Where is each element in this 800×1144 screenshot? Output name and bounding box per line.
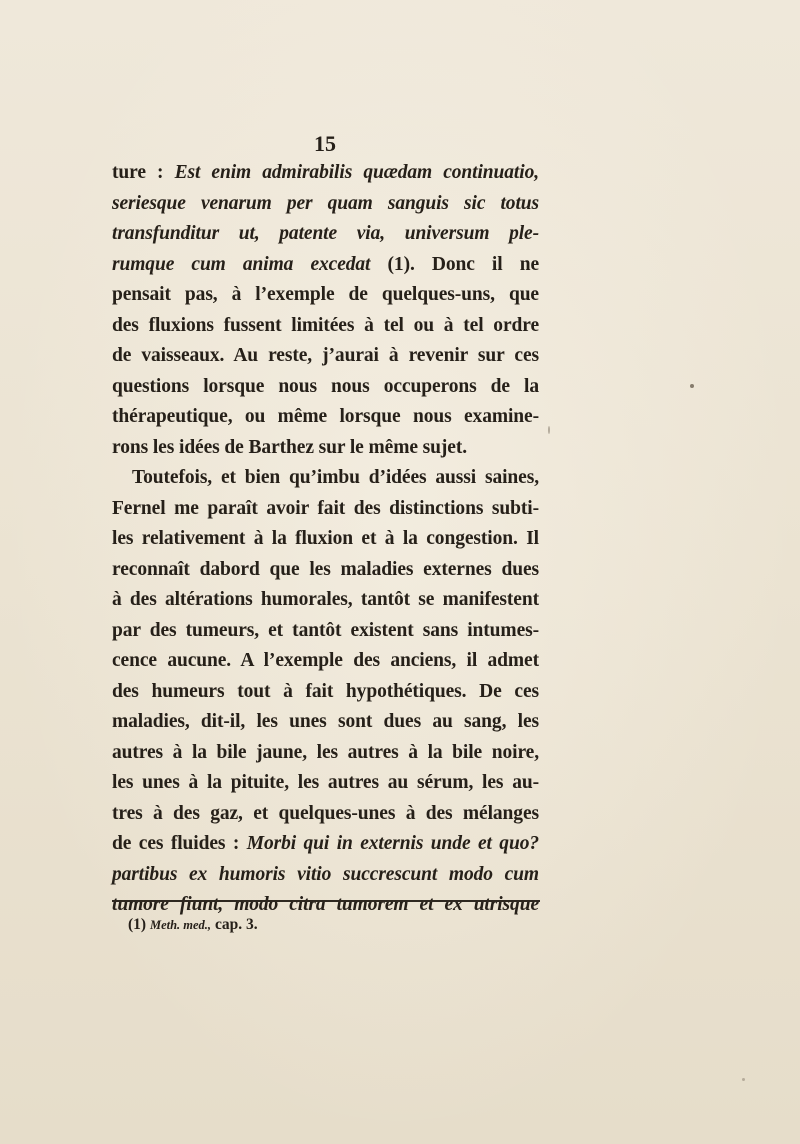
text-segment: maladies, dit-il, les unes sont dues au sang, les [112, 711, 539, 732]
text-segment: des humeurs tout à fait hypothétiques. De ces [112, 680, 539, 702]
text-segment: (1). Donc il ne [370, 253, 539, 275]
text-line [112, 402, 539, 433]
text-line [112, 829, 539, 860]
text-line [112, 372, 539, 403]
text-line [112, 524, 539, 555]
text-segment: des fluxions fussent limitées à tel ou à tel ordre [112, 314, 539, 336]
text-segment: les relativement à la fluxion et à la congestion. Il [112, 528, 539, 549]
latin-quotation: Morbi qui in externis unde et quo? [246, 833, 539, 854]
footnote [128, 914, 258, 936]
text-line [112, 433, 539, 464]
paper-speck [690, 384, 694, 388]
latin-quotation: Est enim admirabilis quædam continuatio, [174, 162, 539, 183]
footnote-rule [112, 900, 540, 902]
text-line [112, 463, 539, 494]
text-segment: thérapeutique, ou même lorsque nous examine- [112, 406, 539, 427]
text-segment: Toutefois, et bien qu’imbu d’idées aussi saines, [132, 467, 539, 488]
text-line [112, 158, 539, 189]
text-segment: à des altérations humorales, tantôt se manifestent [112, 589, 539, 610]
latin-quotation: transfunditur ut, patente via, universum ple- [112, 223, 539, 244]
text-segment: questions lorsque nous nous occuperons de la [112, 375, 539, 397]
text-line [112, 494, 539, 525]
latin-quotation: rumque cum anima excedat [112, 253, 371, 275]
page-number: 15 [314, 131, 336, 156]
text-line [112, 860, 539, 891]
footnote-source: Meth. med., [149, 918, 212, 932]
latin-quotation: seriesque venarum per quam sanguis sic totus [112, 192, 539, 214]
text-line [112, 219, 539, 250]
text-segment: par des tumeurs, et tantôt existent sans intumes- [112, 619, 539, 641]
text-segment: les unes à la pituite, les autres au sérum, les au- [112, 772, 539, 793]
footnote-reference: cap. 3. [214, 916, 258, 933]
text-line [112, 341, 539, 372]
text-segment: pensait pas, à l’exemple de quelques-uns, que [112, 284, 539, 305]
paper-speck [742, 1078, 745, 1081]
text-line [112, 250, 539, 281]
text-line [112, 707, 539, 738]
text-segment: rons les idées de Barthez sur le même sujet. [112, 436, 468, 458]
text-segment: de vaisseaux. Au reste, j’aurai à revenir sur ces [112, 345, 539, 366]
latin-quotation: partibus ex humoris vitio succrescunt modo cum [112, 863, 539, 885]
text-line [112, 799, 539, 830]
paper-speck [548, 426, 550, 434]
text-line [112, 738, 539, 769]
text-segment: ture : [112, 162, 175, 183]
text-segment: Fernel me paraît avoir fait des distinctions subti- [112, 497, 539, 519]
text-segment: reconnaît dabord que les maladies externes dues [112, 558, 539, 580]
text-segment: autres à la bile jaune, les autres à la bile noire, [112, 741, 539, 763]
body-text [112, 158, 539, 921]
text-line [112, 311, 539, 342]
text-line [112, 616, 539, 647]
text-line [112, 768, 539, 799]
latin-quotation: tumore fiunt, modo citra tumorem et ex utrisque [112, 894, 539, 915]
text-line [112, 280, 539, 311]
text-segment: cence aucune. A l’exemple des anciens, il admet [112, 650, 539, 671]
text-line [112, 677, 539, 708]
text-line [112, 646, 539, 677]
text-line [112, 555, 539, 586]
text-segment: tres à des gaz, et quelques-unes à des mélanges [112, 802, 539, 824]
text-line [112, 585, 539, 616]
footnote-marker: (1) [128, 916, 147, 933]
text-segment: de ces fluides : [112, 833, 247, 854]
text-line [112, 189, 539, 220]
